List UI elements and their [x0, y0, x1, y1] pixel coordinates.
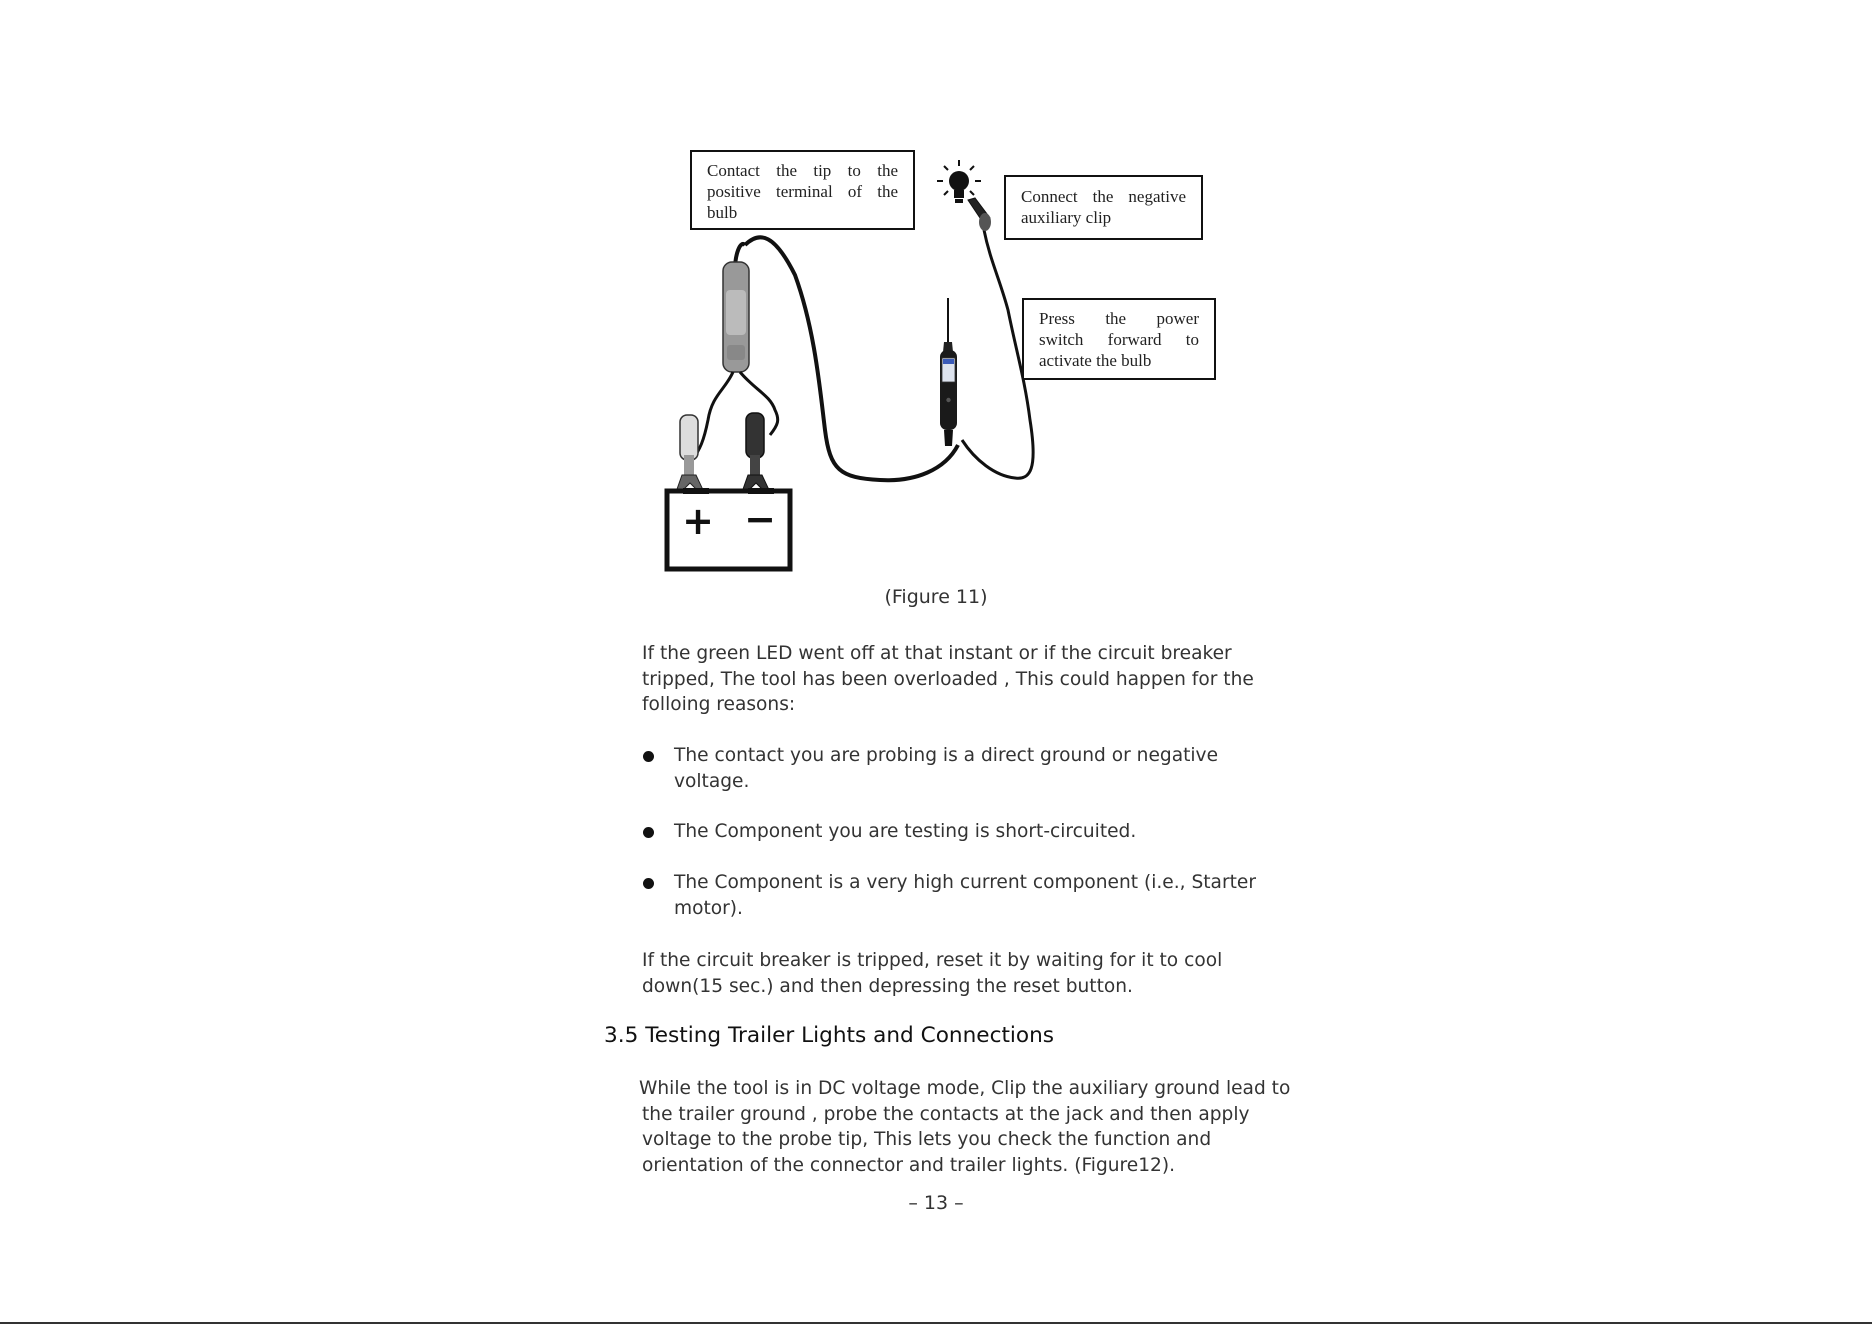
text-line: down(15 sec.) and then depressing the reset button.	[642, 975, 1133, 997]
callout-line: switch forward to	[1039, 330, 1199, 349]
bullet-item	[674, 870, 1314, 921]
bullet-marker	[643, 751, 654, 762]
battery-plus-sign: +	[682, 499, 714, 543]
bullet-marker	[643, 827, 654, 838]
callout-line: activate the bulb	[1039, 351, 1152, 370]
text-line: The contact you are probing is a direct ground or negative	[674, 745, 1219, 766]
bullet-marker	[643, 878, 654, 889]
callout-line: Press the power	[1039, 309, 1199, 328]
bulb-icon	[937, 160, 981, 203]
figure-11	[0, 0, 1872, 600]
text-line: If the circuit breaker is tripped, reset it by waiting for it to cool	[642, 950, 1223, 971]
probe-tool	[940, 298, 957, 446]
callout-contact-tip	[690, 150, 915, 230]
figure-caption: (Figure 11)	[884, 586, 988, 608]
intro-paragraph	[642, 641, 1282, 718]
bullet-item	[674, 819, 1314, 845]
callout-negative-clip	[1004, 175, 1203, 240]
bullet-item	[674, 743, 1314, 794]
callout-power-switch	[1022, 298, 1216, 380]
text-line: If the green LED went off at that instant or if the circuit breaker	[642, 643, 1232, 664]
auxiliary-clip	[968, 198, 991, 231]
text-line: voltage to the probe tip, This lets you check the function and	[642, 1129, 1212, 1151]
text-line: The Component is a very high current component (i.e., Starter	[674, 872, 1256, 893]
wiring-diagram	[0, 0, 1872, 600]
callout-line: bulb	[707, 203, 738, 222]
clamp-connector	[723, 244, 749, 372]
text-line: While the tool is in DC voltage mode, Clip the auxiliary ground lead to	[639, 1078, 1291, 1099]
section-heading: 3.5 Testing Trailer Lights and Connections	[604, 1023, 1055, 1048]
reset-paragraph	[642, 948, 1282, 999]
section-body	[639, 1076, 1291, 1179]
page-number: – 13 –	[908, 1192, 964, 1214]
text-line: voltage.	[674, 770, 750, 792]
battery-minus-sign: −	[744, 497, 776, 541]
callout-line: positive terminal of the	[707, 182, 898, 201]
text-line: tripped, The tool has been overloaded , This could happen for the	[642, 668, 1254, 690]
text-line: The Component you are testing is short-circuited.	[674, 821, 1137, 842]
text-line: the trailer ground , probe the contacts at the jack and then apply	[642, 1103, 1250, 1125]
positive-clip	[676, 415, 704, 493]
text-line: folloing reasons:	[642, 694, 796, 716]
callout-line: Contact the tip to the	[707, 161, 898, 180]
text-line: orientation of the connector and trailer lights. (Figure12).	[642, 1155, 1176, 1177]
main-lead	[745, 237, 958, 480]
callout-line: Connect the negative	[1021, 187, 1186, 206]
negative-clip	[742, 413, 770, 493]
callout-line: auxiliary clip	[1021, 208, 1112, 227]
text-line: motor).	[674, 897, 743, 919]
